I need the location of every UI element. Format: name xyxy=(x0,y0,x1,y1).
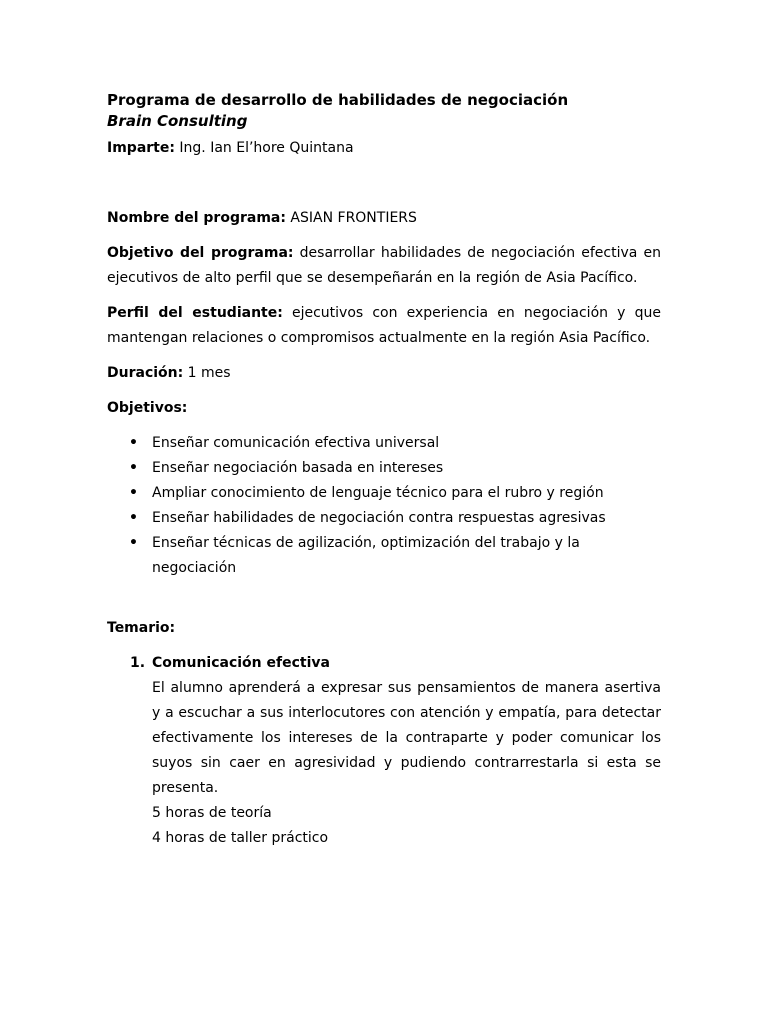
student-profile-value: ejecutivos con experiencia en negociación y que mantengan relaciones o compromisos actualmente en la región Asia Pacífico. xyxy=(107,305,661,346)
imparte-value: Ing. Ian El’hore Quintana xyxy=(174,140,354,156)
program-objective-value: desarrollar habilidades de negociación efectiva en ejecutivos de alto perfil que se desempeñarán en la región de Asia Pacífico. xyxy=(107,245,661,286)
imparte-label: Imparte: xyxy=(107,140,175,156)
objectives-heading: Objetivos: xyxy=(107,400,188,416)
list-item xyxy=(107,531,661,581)
document-page xyxy=(107,90,661,851)
list-item xyxy=(107,506,661,531)
objectives-list xyxy=(107,431,661,581)
student-profile-label: Perfil del estudiante: xyxy=(107,305,283,321)
topic-theory-hours: 5 horas de teoría xyxy=(152,805,272,821)
bullet-icon: • xyxy=(129,435,138,451)
document-title: Programa de desarrollo de habilidades de negociación xyxy=(107,91,569,109)
program-name-value: ASIAN FRONTIERS xyxy=(285,210,417,226)
topic-title: Comunicación efectiva xyxy=(152,655,330,671)
bullet-icon: • xyxy=(129,535,138,551)
temario-heading: Temario: xyxy=(107,620,176,636)
program-name-line xyxy=(107,206,661,231)
topic-practice-hours: 4 horas de taller práctico xyxy=(152,830,329,846)
objective-text: Enseñar habilidades de negociación contra respuestas agresivas xyxy=(152,510,606,526)
bullet-icon: • xyxy=(129,460,138,476)
company-name: Brain Consulting xyxy=(107,112,248,130)
topic-number: 1. xyxy=(130,655,146,671)
topic-description: El alumno aprenderá a expresar sus pensamientos de manera asertiva y a escuchar a sus interlocutores con atención y empatía, para detectar efectivamente los intereses de la contraparte y poder comunicar los suyos sin caer en agresividad y pudiendo contrarrestarla si esta se presenta. xyxy=(152,680,661,796)
program-objective-label: Objetivo del programa: xyxy=(107,245,294,261)
bullet-icon: • xyxy=(129,485,138,501)
duration-line xyxy=(107,361,661,386)
objective-text: Enseñar negociación basada en intereses xyxy=(152,460,444,476)
duration-label: Duración: xyxy=(107,365,184,381)
list-item xyxy=(107,431,661,456)
bullet-icon: • xyxy=(129,510,138,526)
student-profile-paragraph xyxy=(107,301,661,351)
list-item xyxy=(107,456,661,481)
topic-item xyxy=(107,651,661,851)
objective-text: Enseñar comunicación efectiva universal xyxy=(152,435,440,451)
temario-list xyxy=(107,651,661,851)
objective-text: Enseñar técnicas de agilización, optimización del trabajo y la negociación xyxy=(152,535,580,576)
imparte-line xyxy=(107,136,661,161)
objective-text: Ampliar conocimiento de lenguaje técnico para el rubro y región xyxy=(152,485,604,501)
program-name-label: Nombre del programa: xyxy=(107,210,286,226)
duration-value: 1 mes xyxy=(183,365,231,381)
program-objective-paragraph xyxy=(107,241,661,291)
list-item xyxy=(107,481,661,506)
